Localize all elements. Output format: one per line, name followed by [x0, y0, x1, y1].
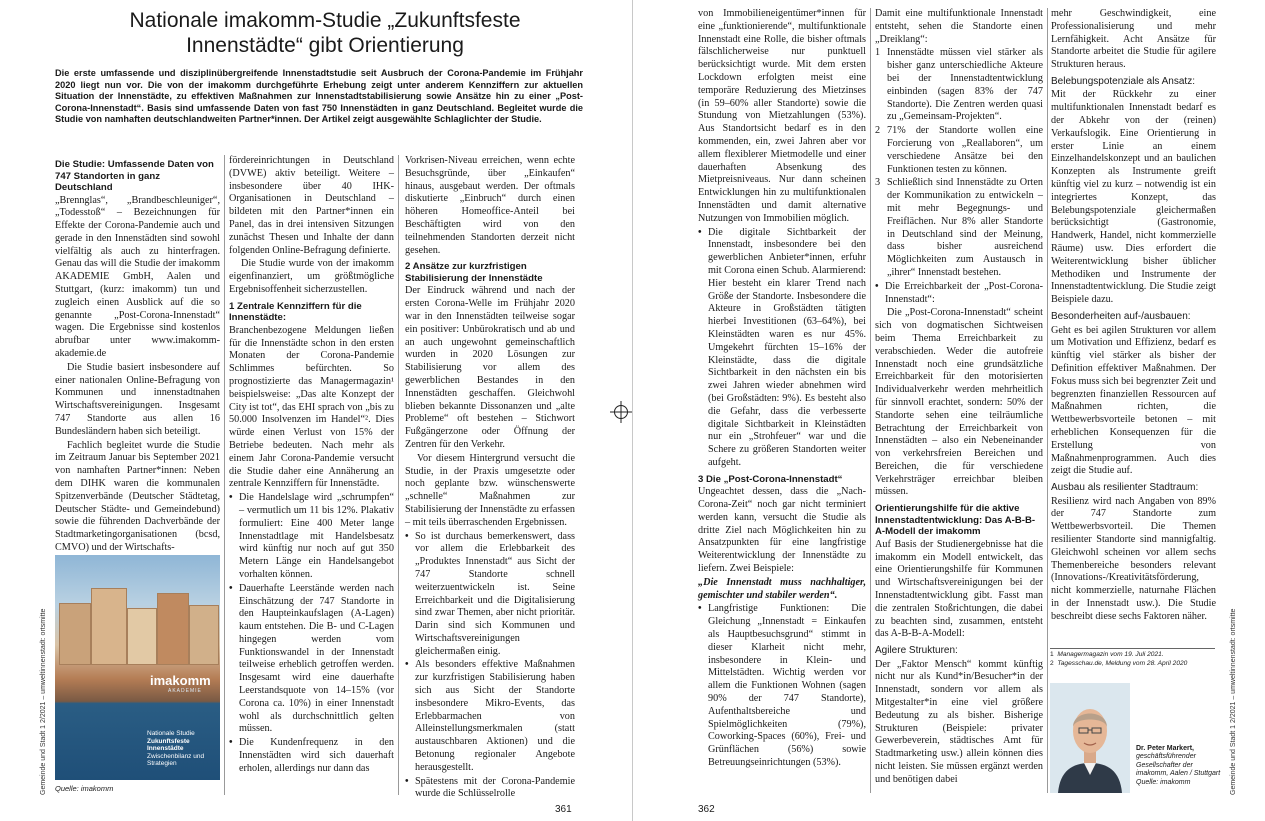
list-item: • Langfristige Funktionen: Die Gleichung „Innenstadt = Einkaufen als Hauptbesuchsgrund“ stimmt in dieser Klarheit nicht mehr, insbesondere in Klein- und Mittelstädten. Wichtig werden vor allem die Funktionen Wohnen (sagen 90% der 747 Standorte), Aufenthaltsbereiche und Spielmöglichkeiten (79%), Coworking-Spaces (60%), Frei- und Grünflächen (56%) sowie Betreuungseinrichtungen (53%). — [708, 603, 866, 769]
list-item: • Als besonders effektive Maßnahmen zur kurzfristigen Stabilisierung haben sich aus Sicht der Standorte insbesondere Mikro-Events, das Erlebbarmachen von Alleinstellungsmerkmalen (statt austauschbaren Aktionen) und die Betonung regionaler Angebote herausgestellt. — [415, 659, 575, 774]
section-heading-study: Die Studie: Umfassende Daten von 747 Standorten in ganz Deutschland — [55, 159, 214, 193]
left-column-1 — [55, 155, 220, 556]
bullet-list — [405, 531, 575, 802]
section-heading-kennziffern: 1 Zentrale Kennziffern für die Innenstädte: — [229, 300, 362, 324]
list-item: • Dauerhafte Leerstände werden nach Einschätzung der 747 Standorte in den Haupteinkaufslagen (A-Lagen) kaum entstehen. Die B- und C-Lagen hingegen werden vom Funktionswandel in der Innenstadt teilweise erheblich getroffen werden. Insgesamt wird eine dauerhafte Leerstandsquote von 14–15% (vor Corona ca. 10%) in einer Innenstadt wohl als durchschnittlich gelten müssen. — [239, 583, 394, 737]
subheading: Agilere Strukturen: — [875, 645, 958, 657]
page-number: 362 — [698, 804, 715, 815]
section-heading-abba-model: Orientierungshilfe für die aktive Innenstadtentwicklung: Das A-B-B-A-Modell der imakomm — [875, 503, 1036, 538]
article-lead: Die erste umfassende und disziplinübergreifende Innenstadtstudie seit Ausbruch der Corona-Pandemie im Frühjahr 2020 liegt nun vor. Die von der imakomm durchgeführte Erhebung zeigt unter anderem Kennziffern zur aktuellen Situation der Innenstädte, zu effektiven Maßnahmen zur Innenstadtstabilisierung sowie Ansätze hin zu einer „Post-Corona-Innenstadt“. Basis sind umfassende Daten von fast 750 Innenstädten in ganz Deutschland. Begleitet wurde die Studie von namhaften deutschlandweiten Partner*innen. Der Artikel zeigt ausgewählte Schlaglichter der Studie. — [55, 68, 583, 124]
author-portrait — [1050, 683, 1130, 793]
cover-building — [59, 603, 91, 665]
paragraph: Der Eindruck während und nach der ersten Corona-Welle im Frühjahr 2020 war in den Innenstädten teilweise sogar ein positiver: Unbürokratisch und ab und an auch ungewohnt gemeinschaftlich wurden in 2020 Lösungen zur Stabilisierung vor allem des gewerblichen Bestandes in den Innenstädten geschaffen. Gleichwohl blieben bekannte Dissonanzen und „alte Probleme“ oft bestehen – Stichwort Fußgängerzone oder Öffnung der Zentren für den Verkehr. — [405, 285, 575, 450]
list-item: 3 Schließlich sind Innenstädte zu Orten der Kommunikation zu entwickeln – mit mehr Begegnungs- und Freiflächen. Nur 8% aller Standorte in Deutschland sind der Meinung, dass bisher ausreichend Möglichkeiten zum Austausch in „ihrer“ Innenstadt bestehen. — [875, 177, 1043, 278]
list-item: • Die Kundenfrequenz in den Innenstädten wird sich dauerhaft erholen, allerdings nur dann das — [239, 737, 394, 775]
paragraph: „Brennglas“, „Brandbeschleuniger“, „Todesstoß“ – Bezeichnungen für Effekte der Corona-Pandemie auch und gerade in den Innenstädten sind sowohl vielfältig als auch zu hinterfragen. Genau das will die Studie der imakomm AKADEMIE GmbH, Aalen und Stuttgart, (kurz: imakomm) tun und zugleich einen Ausblick auf die so genannte „Post-Corona-Innenstadt“ wagen. Die Ergebnisse sind kostenlos abrufbar unter www.imakomm-akademie.de — [55, 194, 220, 360]
cover-building — [127, 608, 157, 665]
column-divider — [398, 155, 399, 795]
paragraph: Resilienz wird nach Angaben von 89% der 747 Standorte zum Wettbewerbsvorteil. Die Themen resilienter Standorte sind mannigfaltig. Gleichwohl scheinen vor allem sechs Themenbereiche besonders relevant (Innovations-/Kreativitätsförderung, nicht kommerzielle, naturnahe Flächen in der Innenstadt usw.). Die Studie beschreibt diese sechs Faktoren näher. — [1051, 495, 1216, 622]
margin-text: Gemeinde und Stadt 1 2/2021 – umweltinnenstadt: ortsmitte — [40, 608, 47, 795]
registration-mark-icon — [610, 401, 632, 423]
list-item: • Spätestens mit der Corona-Pandemie wurde die Schlüsselrolle — [415, 776, 575, 802]
column-divider — [870, 8, 871, 793]
paragraph: Damit eine multifunktionale Innenstadt entsteht, sehen die Standorte einen „Dreiklang“: — [875, 8, 1043, 45]
subheading: Ausbau als resilienter Stadtraum: — [1051, 482, 1199, 494]
cover-building — [157, 593, 189, 665]
left-column-2 — [229, 155, 394, 777]
list-item: • So ist durchaus bemerkenswert, dass vor allem die Erlebbarkeit des „Produktes Innenstadt“ aus Sicht der 747 Standorte schnell weiterzuentwickeln ist. Seine Erreichbarkeit und die Digitalisierung sind zwar Themen, aber nicht prioritär. Darin sind sich Kommunen und Wirtschaftsvereinigungen gleichermaßen einig. — [415, 531, 575, 659]
list-item: • Die Erreichbarkeit der „Post-Corona-Innenstadt“: — [885, 281, 1043, 307]
portrait-caption: Dr. Peter Markert, geschäftsführender Gesellschafter der imakomm, Aalen / Stuttgart Quelle: imakomm — [1136, 745, 1221, 786]
cover-building — [91, 588, 127, 665]
bullet-list — [698, 603, 866, 769]
right-column-3 — [1051, 8, 1216, 625]
paragraph: Die Studie wurde von der imakomm eigenfinanziert, um größtmögliche Ergebnisoffenheit sicherzustellen. — [229, 258, 394, 295]
cover-text — [147, 730, 217, 768]
quote: „Die Innenstadt muss nachhaltiger, gemischter und stabiler werden“. — [698, 576, 866, 601]
subheading: Besonderheiten auf-/ausbauen: — [1051, 311, 1191, 323]
cover-logo-sub: AKADEMIE — [168, 688, 202, 694]
paragraph: Fachlich begleitet wurde die Studie im Zeitraum Januar bis September 2021 von namhaften Partner*innen: Neben dem DIHK waren die kommunalen Spitzenverbände (Deutscher Städtetag, Deutscher Städte- und Gemeindebund) sowie die führenden Dachverbände der Stadtmarketingorganisationen (bcsd, CMVO) und der Wirtschafts- — [55, 439, 220, 554]
paragraph: Die „Post-Corona-Innenstadt“ scheint sich von dogmatischen Sichtweisen beim Thema Erreichbarkeit zu verabschieden. Weder die autofreie Innenstadt noch eine grundsätzliche Erreichbarkeit für den motorisierten Individualverkehr werden mehrheitlich für sinnvoll erachtet, sondern: 50% der Standorte sehen eine teilräumliche Betrachtung der Erreichbarkeit von Innenstädten – also ein Nebeneinander von verkehrsfreien Bereichen und Bereichen, die für verschiedene Verkehrsträger erreichbar bleiben müssen. — [875, 307, 1043, 498]
subheading: Belebungspotenziale als Ansatz: — [1051, 75, 1195, 87]
person-photo-icon — [1050, 683, 1130, 793]
bullet-list — [698, 227, 866, 470]
margin-text: Gemeinde und Stadt 1 2/2021 – umweltinnenstadt: ortsmitte — [1230, 608, 1237, 795]
paragraph: fördereinrichtungen in Deutschland (DVWE) aktiv beteiligt. Weitere – insbesondere über 40 IHK-Organisationen in Deutschland – bildeten mit den Partner*innen ein Panel, das in drei intensiven Sitzungen zunächst Thesen und Inhalte der dann folgenden Online-Befragung definierte. — [229, 155, 394, 256]
cover-line: Zwischenbilanz und Strategien — [147, 752, 205, 767]
paragraph: Geht es bei agilen Strukturen vor allem um Motivation und Effizienz, bedarf es künftig viel stärker als bisher der Definition effektiver Maßnahmen. Der Fokus muss sich bei begrenzter Zeit und begrenzten finanziellen Ressourcen auf Maßnahmen richten, die Wettbewerbsvorteile betonen – mit erheblichen Konsequenzen für die Erstellung von Maßnahmenprogrammen. Auch dies zeigt die Studie auf. — [1051, 324, 1216, 477]
left-column-3 — [405, 155, 575, 802]
paragraph: Der „Faktor Mensch“ kommt künftig nicht nur als Kund*in/Besucher*in der Innenstadt, sondern vor allem als Mitgestalter*in eine viel größere Bedeutung zu als bisher. Bisherige Strukturen (Beispiele: privater Gewerbeverein, städtisches Amt für Stadtmarketing usw.) allein können dies nicht leisten. Sie müssen ergänzt werden und benötigen dabei — [875, 658, 1043, 785]
paragraph: Vor diesem Hintergrund versucht die Studie, in der Praxis umgesetzte oder noch geplante bzw. wünschenswerte „schnelle“ Maßnahmen zur Stabilisierung der Innenstädte zu erfassen – mit teils überraschenden Ergebnissen. — [405, 452, 575, 528]
left-page — [0, 0, 632, 821]
bullet-list — [875, 281, 1043, 307]
section-heading-post-corona: 3 Die „Post-Corona-Innenstadt“ — [698, 473, 843, 485]
paragraph: Ungeachtet dessen, dass die „Nach-Corona-Zeit“ noch gar nicht terminiert werden kann, versucht die Studie als dritte Ziel nach Möglichkeiten hin zu Ansatzpunkten für eine langfristige Weiterentwicklung der Innenstädte zu liefern. Zwei Beispiele: — [698, 486, 866, 574]
cover-building — [189, 605, 219, 665]
paragraph: Die Studie basiert insbesondere auf einer nationalen Online-Befragung von Kommunen und innenstadtnahen Wirtschaftsvereinigungen. Insgesamt 747 Standorte aus allen 16 Bundesländern haben sich beteiligt. — [55, 361, 220, 437]
article-title: Nationale imakomm-Studie „Zukunftsfeste Innenstädte“ gibt Orientierung — [129, 9, 521, 57]
paragraph: von Immobilieneigentümer*innen für eine „funktionierende“, multifunktionale Innenstadt eine Rolle, die bisher oftmals fälschlicherweise nur punktuell berücksichtigt wurde. Mit dem ersten Lockdown erfolgten meist eine temporäre Reduzierung des Mietzinses (in 59–60% aller Standorte) sowie die Stundung von Mietzahlungen (53%). Aus Standortsicht bedarf es in den kommenden, ein, zwei Jahren aber vor allem flexiblerer Mietmodelle und einer dauerhaften Absenkung des Mietpreisniveaus. Nur dann scheinen Entwicklungen hin zu multifunktionalen Innenstädten und damit alternative Nutzungen von Immobilien möglich. — [698, 8, 866, 224]
column-divider — [1047, 8, 1048, 793]
paragraph: Auf Basis der Studienergebnisse hat die imakomm ein Modell entwickelt, das eine Orientierungshilfe für Kommunen und Wirtschaftsvereinigungen bei der Innenstadtentwicklung gibt. Fasst man die zentralen Stoßrichtungen, die dabei zu beachten sind, zusammen, entsteht das A-B-B-A-Modell: — [875, 538, 1043, 640]
list-item: • Die digitale Sichtbarkeit der Innenstadt, insbesondere bei den gewerblichen Anbieter*innen, erfuhr mit Corona einen Schub. Alarmierend: Hier besteht ein klarer Trend nach Größe der Standorte. Insbesondere die Akteure in Großstädten tätigten hierbei Investitionen (63–64%), bei Kleinstädten waren es nur 45%. Umgekehrt fürchten 15–16% der Kleinstädte, dass die digitale Sichtbarkeit in den nächsten ein bis zwei Jahren wieder abnehmen wird (bei Großstädten: 9%). Es besteht also die Gefahr, dass die verbesserte digitale Sichtbarkeit in Kleinstädten nur ein „Strohfeuer“ war und die Schere zu größeren Standorten weiter aufgeht. — [708, 227, 866, 470]
study-cover-image — [55, 555, 220, 780]
section-heading-stabilisierung: 2 Ansätze zur kurzfristigen Stabilisierung der Innenstädte — [405, 261, 543, 284]
column-divider — [224, 155, 225, 795]
paragraph: Branchenbezogene Meldungen ließen für die Innenstädte schon in den ersten Monaten der Corona-Pandemie Schlimmes befürchten. So prognostizierte das Managermagazin¹ beispielsweise: „Das alte Konzept der City ist tot“, das EHI sprach von „bis zu 50.000 Insolvenzen im Handel“². Dies würde einen Verlust von 15% der Betriebe bedeuten. Nach mehr als einem Jahr Corona-Pandemie versucht die Studie daher eine Annäherung an zentrale Kennziffern für Innenstädte. — [229, 324, 394, 490]
cover-logo: imakomm — [150, 673, 211, 688]
footnote: 1 Managermagazin vom 19. Juli 2021. — [1050, 651, 1164, 658]
bullet-list — [229, 492, 394, 776]
page-number: 361 — [555, 804, 572, 815]
paragraph: Mit der Rückkehr zu einer multifunktionalen Innenstadt bedarf es der Abkehr von der (reinen) Verkaufslogik. Eine Orientierung in erster Linie an einem Einzelhandelskonzept und an baulichen Konzepten als Instrumente greift künftig viel zu kurz – notwendig ist ein integriertes Konzept, das Belebungspotenziale gleichermaßen berücksichtigt (Gastronomie, Handwerk, Handel, nicht kommerzielle Räume) usw. Dies erfordert die Weiterentwicklung bisher üblicher Methodiken und Instrumente der Innenstadtentwicklung. Die Studie zeigt Beispiele dazu. — [1051, 89, 1216, 306]
right-column-2 — [875, 8, 1043, 788]
footnote: 2 Tagesschau.de, Meldung vom 28. April 2020 — [1050, 659, 1188, 667]
footnotes — [1050, 648, 1215, 668]
list-item: 2 71% der Standorte wollen eine Forcierung von „Reallaboren“, um verschiedene Ansätze bei den Funktionen testen zu können. — [875, 125, 1043, 175]
cover-line: Nationale Studie — [147, 730, 195, 737]
right-column-1 — [698, 8, 866, 771]
paragraph: Vorkrisen-Niveau erreichen, wenn echte Besuchsgründe, über „Einkaufen“ hinaus, ausgebaut werden. Der oftmals diskutierte „Einbruch“ durch einen höheren Homeoffice-Anteil bei Beschäftigten wird von den teilnehmenden Standorten derzeit nicht gesehen. — [405, 155, 575, 256]
numbered-list — [875, 47, 1043, 279]
paragraph: mehr Geschwindigkeit, eine Professionalisierung und mehr Lernfähigkeit. Acht Ansätze für Standorte arbeitet die Studie für agilere Strukturen heraus. — [1051, 8, 1216, 71]
list-item: 1 Innenstädte müssen viel stärker als bisher ganz unterschiedliche Akteure bei der Innenstadtentwicklung einbinden (sagen 83% der 747 Standorte). Die Zentren werden quasi zu „Gemeinsam-Projekten“. — [875, 47, 1043, 123]
right-page — [633, 0, 1265, 821]
cover-line: Zukunftsfeste Innenstädte — [147, 737, 190, 752]
list-item: • Die Handelslage wird „schrumpfen“ – vermutlich um 11 bis 12%. Plakativ formuliert: Eine 400 Meter lange Innenstadtlage mit Handelsbesatz wird künftig nur noch auf gut 350 Metern Länge ein Handelsangebot vorhalten können. — [239, 492, 394, 582]
cover-caption: Quelle: imakomm — [55, 784, 114, 793]
